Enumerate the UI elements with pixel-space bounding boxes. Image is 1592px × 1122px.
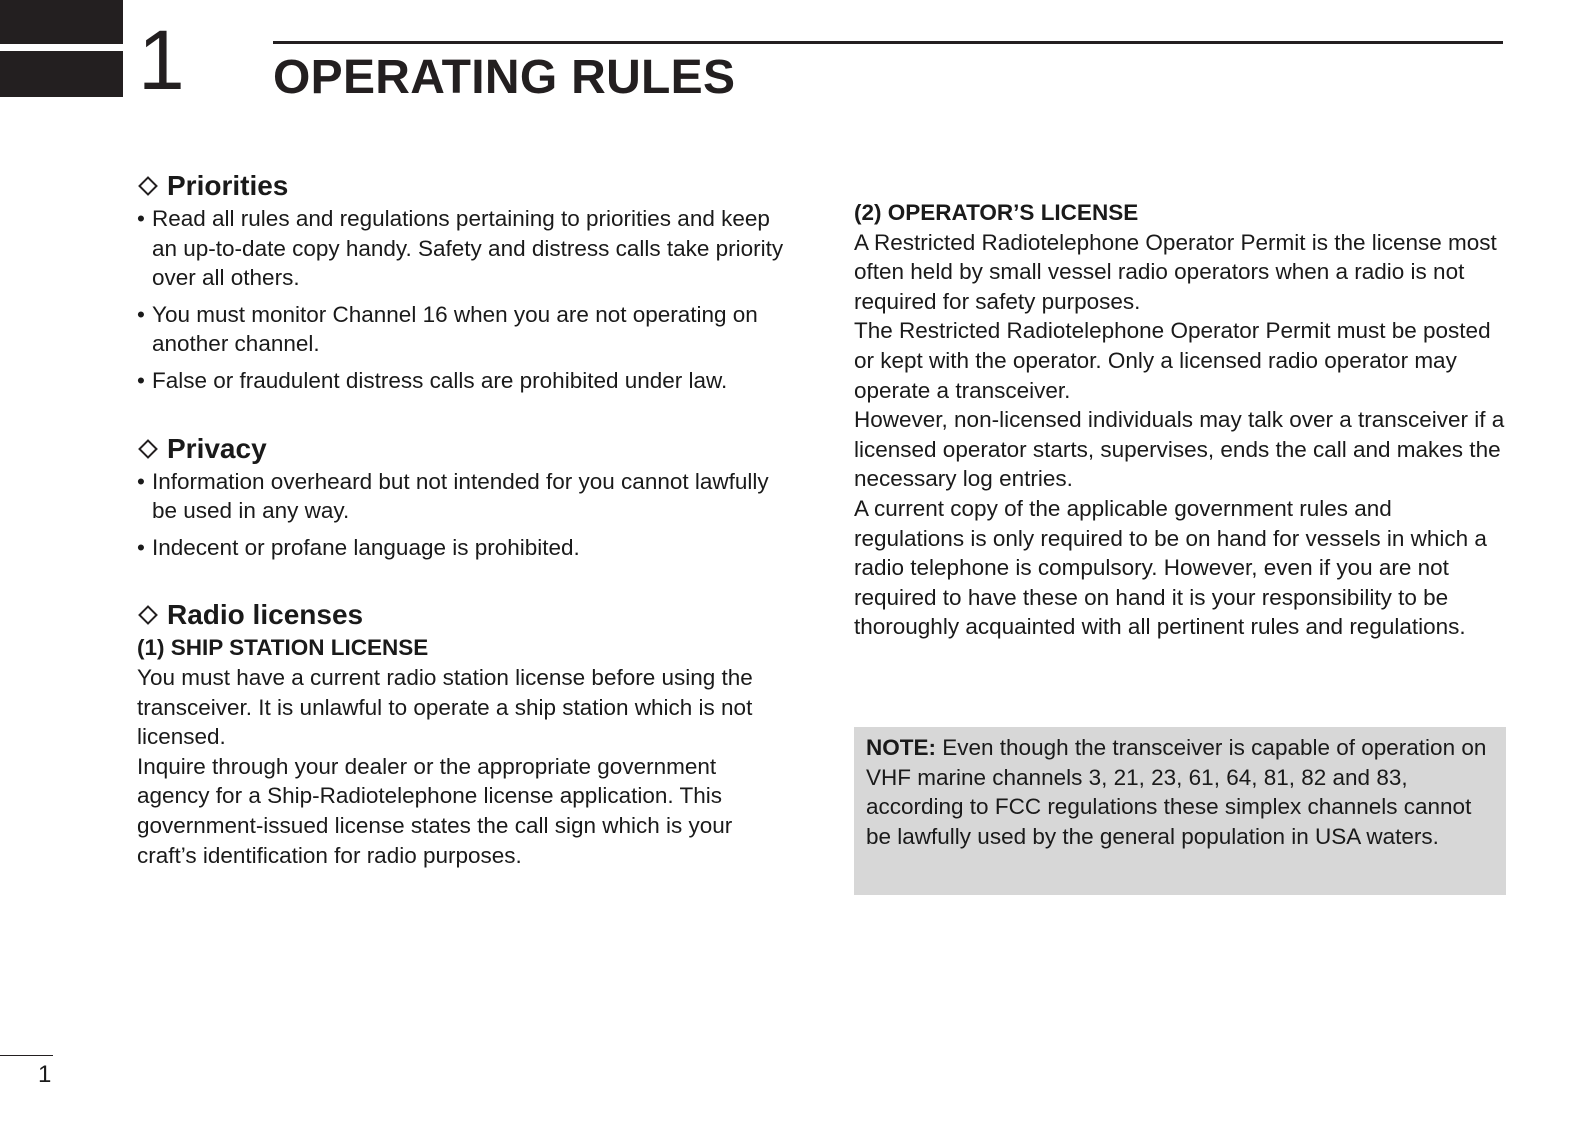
list-item: • False or fraudulent distress calls are prohibited under law. [137,366,787,396]
bullet-icon: • [137,367,145,393]
list-item: • Read all rules and regulations pertaining to priorities and keep an up-to-date copy handy. Safety and distress calls take priority over all others. [137,206,784,291]
ship-station-paragraph: Inquire through your dealer or the appropriate government agency for a Ship-Radiotelephone license application. This government-issued license states the call sign which is your craft’s identification for radio purposes. [137,753,733,868]
note-box [854,727,1506,895]
title-rule [273,41,1503,44]
privacy-heading-text: Privacy [167,432,267,464]
operator-paragraph: However, non-licensed individuals may talk over a transceiver if a licensed operator starts, supervises, ends the call and makes the necessary log entries. [854,407,1505,492]
note-label: NOTE: [866,735,943,760]
page-number: 1 [38,1061,52,1088]
operator-paragraph: The Restricted Radiotelephone Operator Permit must be posted or kept with the operator. Only a licensed radio operator may operate a transceiver. [854,318,1491,403]
priorities-heading [137,168,787,204]
chapter-number: 1 [138,13,185,107]
bullet-icon: • [137,301,145,327]
priorities-heading-text: Priorities [167,170,289,201]
footer-rule [0,1055,53,1056]
priorities-list [137,204,787,396]
operator-license-subheading: (2) OPERATOR’S LICENSE [854,200,1139,225]
diamond-icon [138,176,158,196]
bullet-icon: • [137,468,145,494]
left-column [137,168,787,870]
diamond-icon [138,439,158,459]
ship-station-paragraph: You must have a current radio station license before using the transceiver. It is unlawful to operate a ship station which is not licensed. [137,664,753,750]
chapter-tab-bar-top [0,0,123,44]
radio-licenses-heading [137,597,787,633]
operator-paragraph: A Restricted Radiotelephone Operator Permit is the license most often held by small vessel radio operators when a radio is not required for safety purposes. [854,229,1497,314]
ship-station-license-subheading: (1) SHIP STATION LICENSE [137,635,429,661]
chapter-tab-bar-bottom [0,51,123,97]
list-item: • Information overheard but not intended for you cannot lawfully be used in any way. [137,468,769,524]
radio-licenses-heading-text: Radio licenses [167,599,364,631]
diamond-icon [138,605,158,625]
right-column [854,198,1506,642]
list-item: • You must monitor Channel 16 when you are not operating on another channel. [137,301,758,357]
bullet-icon: • [137,206,145,231]
page-title: OPERATING RULES [273,51,736,104]
note-text: Even though the transceiver is capable of operation on VHF marine channels 3, 21, 23, 61, 64, 81, 82 and 83, according to FCC regulations these simplex channels cannot be lawfully used by the general population in USA waters. [866,735,1487,849]
privacy-list [137,467,787,563]
privacy-heading [137,431,787,467]
bullet-icon: • [137,534,145,560]
operator-paragraph: A current copy of the applicable government rules and regulations is only required to be on hand for vessels in which a radio telephone is compulsory. However, even if you are not required to have these on hand it is your responsibility to be thoroughly acquainted with all pertinent rules and regulations. [854,495,1487,640]
list-item: • Indecent or profane language is prohibited. [137,533,787,563]
